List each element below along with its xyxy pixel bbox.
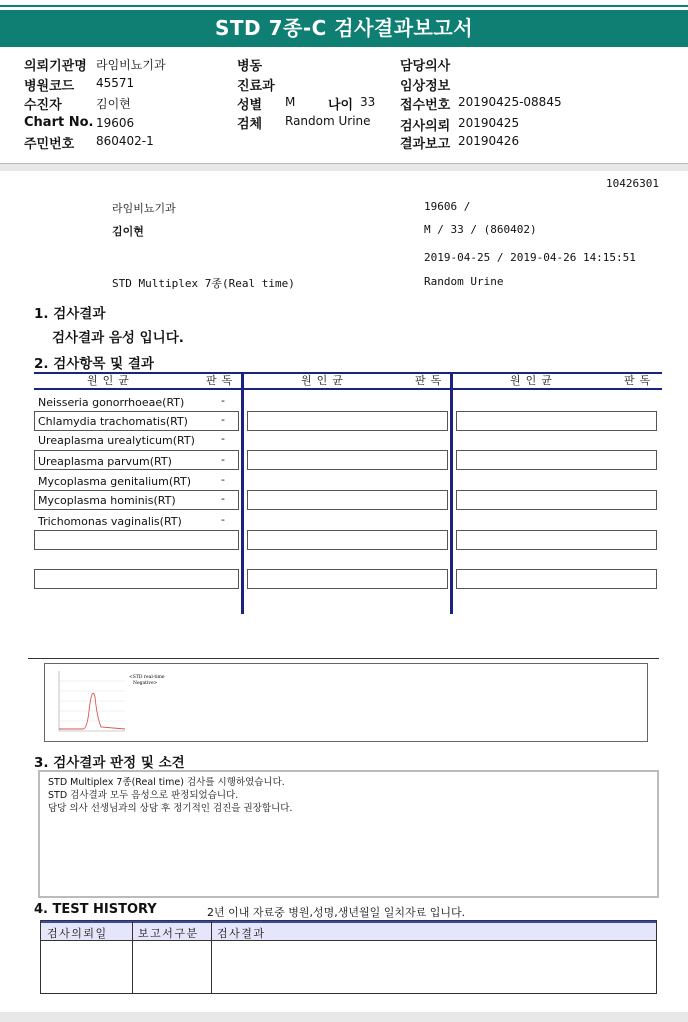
pathogen-result: - [221, 453, 225, 466]
request-label: 검사의뢰 [400, 119, 451, 134]
row-box [456, 569, 657, 589]
patient-value: 김이현 [96, 97, 131, 111]
specimen-label: 검체 [237, 117, 263, 132]
pathogen-name: Ureaplasma urealyticum(RT) [38, 434, 195, 447]
history-table [40, 920, 657, 994]
graph-label-2: Negative> [133, 681, 158, 686]
info-separator [0, 163, 688, 171]
section-2-title: 2. 검사항목 및 결과 [34, 356, 154, 372]
bottom-bar [0, 1012, 688, 1022]
age-value: 33 [360, 95, 376, 109]
pathogen-result: - [221, 513, 225, 526]
doctor-label: 담당의사 [400, 59, 451, 74]
row-box [456, 530, 657, 550]
pathogen-name: Chlamydia trachomatis(RT) [38, 415, 188, 428]
history-note: 2년 이내 자료중 병원,성명,생년월일 일치자료 입니다. [207, 906, 466, 919]
institution-label: 의뢰기관명 [24, 59, 87, 74]
report-title: STD 7종-C 검사결과보고서 [0, 10, 688, 47]
table-divider-1 [241, 372, 244, 614]
sex-label: 성별 [237, 98, 263, 113]
report-label: 결과보고 [400, 137, 451, 152]
col-result-3: 판독 [624, 374, 656, 387]
history-col-report-type: 보고서구분 [138, 927, 199, 940]
opinion-line: STD 검사결과 모두 음성으로 판정되었습니다. [48, 790, 239, 801]
patient-info [0, 55, 688, 163]
opinion-line: STD Multiplex 7종(Real time) 검사를 시행하였습니다. [48, 777, 285, 788]
history-col-divider [211, 921, 212, 993]
pathogen-name: Ureaplasma parvum(RT) [38, 455, 172, 468]
history-col-request-date: 검사의뢰일 [47, 927, 108, 940]
section-1-result: 검사결과 음성 입니다. [52, 330, 184, 346]
section-1-title: 1. 검사결과 [34, 306, 106, 322]
dept-label: 진료과 [237, 79, 275, 94]
row-box [34, 530, 239, 550]
pathogen-result: - [221, 492, 225, 505]
pcr-amplification-graph [49, 667, 189, 739]
col-result-2: 판독 [415, 374, 447, 387]
pathogen-name: Mycoplasma hominis(RT) [38, 494, 176, 507]
sex-value: M [285, 95, 296, 109]
opinion-box [38, 770, 659, 898]
results-table-header [34, 372, 662, 390]
chart-value: 19606 [96, 116, 135, 130]
pathogen-result: - [221, 413, 225, 426]
history-col-result: 검사결과 [217, 927, 266, 940]
detail-patient: 김이현 [112, 225, 144, 238]
hospital-code-value: 45571 [96, 76, 135, 90]
col-pathogen-2: 원인균 [301, 374, 348, 387]
patient-label: 수진자 [24, 98, 62, 113]
age-label: 나이 [328, 98, 354, 113]
graph-label-1: <STD real-time [129, 675, 165, 680]
detail-test-name: STD Multiplex 7종(Real time) [112, 277, 295, 290]
graph-divider [28, 658, 659, 659]
col-result-1: 판독 [206, 374, 238, 387]
col-pathogen-3: 원인균 [510, 374, 557, 387]
section-4-title: 4. TEST HISTORY [34, 902, 157, 917]
detail-sex-age: M / 33 / (860402) [424, 223, 537, 236]
detail-institution: 라임비뇨기과 [112, 202, 176, 215]
hospital-code-label: 병원코드 [24, 79, 75, 94]
clinical-label: 임상정보 [400, 79, 451, 94]
row-box [456, 450, 657, 470]
opinion-line: 담당 의사 선생님과의 상담 후 정기적인 검진을 권장합니다. [48, 803, 293, 814]
row-box [247, 490, 448, 510]
receipt-label: 접수번호 [400, 98, 451, 113]
row-box [456, 411, 657, 431]
resident-value: 860402-1 [96, 134, 154, 148]
chart-label: Chart No. [24, 115, 94, 130]
pathogen-result: - [221, 432, 225, 445]
request-value: 20190425 [458, 116, 520, 130]
row-box [456, 490, 657, 510]
col-pathogen-1: 원인균 [87, 374, 134, 387]
history-table-header [41, 921, 656, 941]
row-box [247, 569, 448, 589]
table-divider-2 [450, 372, 453, 614]
detail-dates: 2019-04-25 / 2019-04-26 14:15:51 [424, 251, 636, 264]
pathogen-name: Mycoplasma genitalium(RT) [38, 475, 192, 488]
detail-specimen: Random Urine [424, 275, 504, 288]
pathogen-result: - [221, 473, 225, 486]
history-col-divider [132, 921, 133, 993]
section-3-title: 3. 검사결과 판정 및 소견 [34, 755, 185, 771]
detail-chart: 19606 / [424, 200, 471, 213]
report-value: 20190426 [458, 134, 520, 148]
row-box [247, 450, 448, 470]
row-box [247, 530, 448, 550]
report-code: 10426301 [606, 177, 659, 190]
resident-label: 주민번호 [24, 137, 75, 152]
pcr-graph-frame [44, 663, 648, 742]
pathogen-name: Trichomonas vaginalis(RT) [38, 515, 182, 528]
specimen-value: Random Urine [285, 114, 371, 128]
receipt-value: 20190425-08845 [458, 95, 562, 109]
institution-value: 라임비뇨기과 [96, 58, 166, 72]
top-rule [0, 5, 688, 7]
ward-label: 병동 [237, 59, 263, 74]
row-box [247, 411, 448, 431]
pathogen-name: Neisseria gonorrhoeae(RT) [38, 396, 185, 409]
pathogen-result: - [221, 394, 225, 407]
row-box [34, 569, 239, 589]
